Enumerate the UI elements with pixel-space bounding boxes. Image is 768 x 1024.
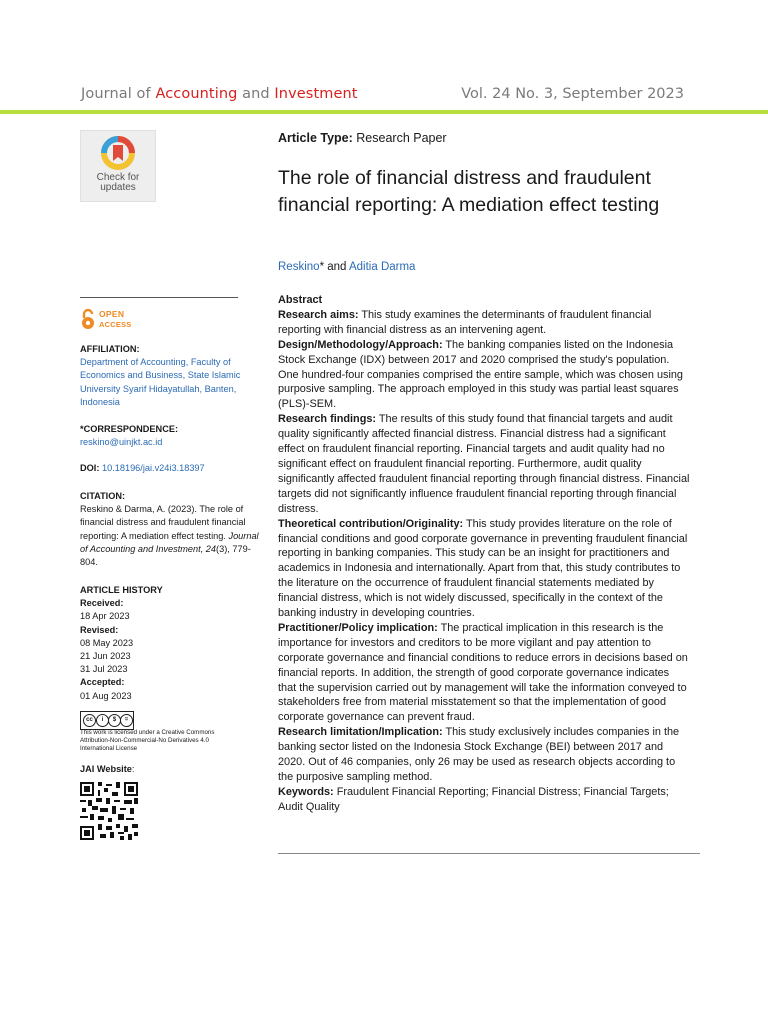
doi-block [80,462,260,475]
affiliation-label: AFFILIATION: [80,344,140,354]
open-access-line1: OPEN [99,309,125,319]
journal-name [81,86,358,102]
affiliation-text: Department of Accounting, Faculty of Economics and Business, State Islamic University Syarif Hidayatullah, Banten, Indonesia [80,357,241,407]
header-divider [0,110,768,114]
section-text: This study examines the determinants of fraudulent financial reporting with financial distress as an intervening agent. [278,308,652,336]
open-access-badge [80,308,140,332]
section-label: Practitioner/Policy implication: [278,621,438,634]
article-title: The role of financial distress and fraudulent financial reporting: A mediation effect testing [278,167,660,216]
section-text: This study provides literature on the role of financial conditions and good corporate governance in preventing fraudulent financial reporting in banking companies. This study can be an insight for practitioners and academics in Indonesia and internationally. Apart from that, this study contributes to the literature on the occurrence of fraudulent financial statements mediated by financial distress, which is not widely discussed, specifically in the context of the banking industry in developing countries. [278,517,688,620]
abstract-bottom-divider [278,853,700,854]
author-reskino[interactable]: Reskino [278,261,320,273]
keywords [278,785,690,815]
section-text: The results of this study found that financial targets and audit quality significantly affected financial distress. Financial distress had a significant effect on fraudulent financial reporting. Financial targets and audit quality had no significant effect on fraudulent financial reporting. Furthermore, audit quality significantly affected fraudulent financial reporting through financial distress. Financial targets did not significantly influence fraudulent financial reporting through financial distress. [278,413,690,515]
section-text: The practical implication in this research is the importance for investors and creditors to be more vigilant and pay attention to corporate governance and financial conditions to reduce errors in decisions based on financial reports. In addition, the strength of good corporate governance indicates that the supervision carried out by management will take the information conveyed to stakeholders free from material misstatement so that the implementation of good corporate governance can prevent fraud. [278,621,688,724]
citation-block [80,490,260,569]
article-type [278,131,688,145]
authors [278,261,688,273]
abstract-section [278,621,690,725]
section-label: Theoretical contribution/Originality: [278,517,464,530]
abstract-heading: Abstract [278,294,323,306]
journal-investment: Investment [274,86,358,102]
revised-label: Revised: [80,624,119,635]
accepted-label: Accepted: [80,677,125,688]
history-label: ARTICLE HISTORY [80,585,163,595]
section-label: Research findings: [278,413,377,426]
correspondence-block [80,423,260,449]
citation-text: Reskino & Darma, A. (2023). The role of financial distress and fraudulent financial reporting: A mediation effect testing. [80,504,246,541]
article-type-value: Research Paper [352,131,447,145]
check-updates-line2: updates [100,182,136,193]
doi-label: DOI: [80,463,100,473]
section-text: The banking companies listed on the Indonesia Stock Exchange (IDX) between 2017 and 2020 comprised the study's population. One hundred-four companies comprised the entire sample, which was chosen using purposive sampling. The approach employed in this study was partial least squares (PLS)-SEM. [278,338,683,411]
received-date: 18 Apr 2023 [80,611,130,622]
journal-accounting: Accounting [155,86,238,102]
by-icon: i [96,714,109,727]
jai-website-label: JAI Website: [80,764,135,774]
abstract-section [278,338,690,413]
qr-code-icon[interactable] [80,782,138,840]
correspondence-label: *CORRESPONDENCE: [80,424,179,434]
cc-license-badge[interactable] [80,711,134,730]
article-type-label: Article Type: [278,131,353,145]
citation-rest: (3), 779-804. [80,543,251,568]
check-updates-line1: Check for [96,172,140,183]
correspondence-email[interactable]: reskino@uinjkt.ac.id [80,437,163,448]
revised-date: 21 Jun 2023 [80,651,131,662]
abstract-section [278,412,690,516]
nd-icon: = [120,714,133,727]
volume-info: Vol. 24 No. 3, September 2023 [461,86,684,102]
sidebar-divider [80,297,238,298]
received-label: Received: [80,598,124,609]
crossmark-icon [97,135,139,171]
citation-journal: Journal of Accounting and Investment, 24 [80,530,259,554]
open-lock-icon [80,308,96,330]
journal-prefix: Journal of [81,86,156,102]
abstract-section [278,308,690,338]
keywords-text: Fraudulent Financial Reporting; Financial Distress; Financial Targets; Audit Quality [278,785,669,813]
abstract-section [278,725,690,785]
author-aditia-darma[interactable]: Aditia Darma [348,261,416,273]
check-for-updates-badge[interactable] [80,130,156,202]
revised-date: 08 May 2023 [80,637,134,648]
author-separator: * and [319,261,349,273]
revised-date: 31 Jul 2023 [80,664,128,675]
license-text: This work is licensed under a Creative Commons Attribution-Non-Commercial-No Derivatives 4.0 International License [80,729,215,752]
page-header [0,0,768,114]
cc-icon: cc [83,714,96,727]
citation-label: CITATION: [80,491,126,501]
website-label-text: JAI Website [80,764,132,774]
section-label: Research aims: [278,308,359,321]
abstract [278,293,690,815]
article-history-block [80,584,260,703]
abstract-section [278,517,690,621]
accepted-date: 01 Aug 2023 [80,690,132,701]
keywords-label: Keywords: [278,785,334,798]
doi-link[interactable]: 10.18196/jai.v24i3.18397 [101,463,205,473]
open-access-line2: ACCESS [99,320,132,329]
journal-and: and [237,86,275,102]
section-label: Design/Methodology/Approach: [278,338,443,351]
nc-icon: $ [108,714,121,727]
section-label: Research limitation/Implication: [278,726,443,739]
affiliation-block [80,343,260,409]
section-text: This study exclusively includes companies in the banking sector listed on the Indonesia Stock Exchange (BEI) between 2017 and 2020. Out of 46 companies, only 26 may be used as research objects according to the purposive sampling method. [278,726,680,783]
